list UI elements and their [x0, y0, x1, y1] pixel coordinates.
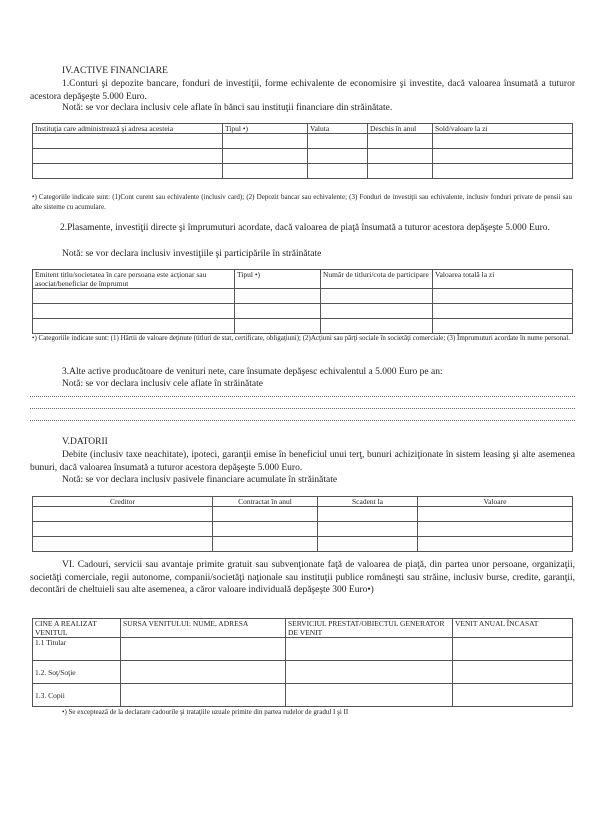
bank-accounts-table — [32, 123, 573, 179]
section4-paragraph2-note: Notă: se vor declara inclusiv investiţiile şi participările în străinătate — [62, 249, 322, 259]
row-label-copii: 1.3. Copii — [33, 684, 121, 707]
section4-paragraph3: 3.Alte active producătoare de venituri nete, care însumate depăşesc echivalentul a 5.000 Euro pe an: — [62, 367, 443, 377]
debts-table — [32, 496, 573, 552]
section-title-active-financiare: IV.ACTIVE FINANCIARE — [62, 66, 168, 76]
column-header: Emitent titlu/societatea în care persoana este acţionar sau asociat/beneficiar de împrumut — [33, 270, 235, 289]
column-header: SURSA VENITULUI: NUME, ADRESA — [121, 619, 286, 638]
section4-paragraph2: 2.Plasamente, investiţii directe şi împrumuturi acordate, dacă valoarea de piaţă însumată a tuturor acestora depăşeşte 5.000 Euro. — [60, 223, 550, 233]
column-header: CINE A REALIZAT VENITUL — [33, 619, 121, 638]
table-header-row — [33, 270, 573, 289]
table-row — [33, 304, 573, 319]
table-row — [33, 661, 573, 684]
table-row — [33, 522, 573, 537]
gifts-table — [32, 618, 573, 707]
column-header: VENIT ANUAL ÎNCASAT — [453, 619, 573, 638]
row-label-sot-sotie: 1.2. Soţ/Soţie — [33, 661, 121, 684]
column-header: Scadent la — [318, 497, 418, 507]
section4-paragraph1-note: Notă: se vor declara inclusiv cele aflate în bănci sau instituţii financiare din străinătate. — [62, 103, 393, 113]
table-header-row — [33, 124, 573, 134]
column-header: Creditor — [33, 497, 213, 507]
table-row — [33, 638, 573, 661]
row-label-titular: 1.1 Titular — [33, 638, 121, 661]
gifts-table-footnote: •) Se exceptează de la declarare cadourile şi trataţiile uzuale primite din partea rudelor de gradul I şi II — [62, 708, 349, 716]
table2-footnote: •) Categoriile indicate sunt: (1) Hârtii de valoare deţinute (titluri de stat, certificate, obligaţiuni); (2)Acţiuni sau părţi sociale în societăţi comerciale; (3) Împrumuturi acordate în nume personal. — [32, 334, 570, 342]
table-row — [33, 149, 573, 164]
table-row — [33, 507, 573, 522]
section5-paragraph-note: Notă: se vor declara inclusiv pasivele financiare acumulate în străinătate — [62, 475, 338, 485]
table-row — [33, 537, 573, 552]
table1-footnote: •) Categoriile indicate sunt: (1)Cont curent sau echivalente (inclusiv card); (2) Depozit bancar sau echivalente; (3) Fonduri de investiţii sau echivalente, inclusiv fonduri private de pensii sau alte sisteme cu acumulare. — [32, 193, 572, 211]
section5-paragraph: Debite (inclusiv taxe neachitate), ipoteci, garanţii emise în beneficiul unui terţ, bunuri achiziţionate în sistem leasing şi alte asemenea bunuri, dacă valoarea însumată a tuturor acestora depăşeşte 5.000 Euro. — [30, 450, 575, 473]
table-header-row — [33, 497, 573, 507]
table-row — [33, 289, 573, 304]
column-header: Tipul •) — [223, 124, 308, 134]
column-header: Sold/valoare la zi — [433, 124, 573, 134]
column-header: Număr de titluri/cota de participare — [321, 270, 433, 289]
section-title-datorii: V.DATORII — [62, 437, 108, 447]
column-header: Valuta — [308, 124, 368, 134]
column-header: Instituţia care administrează şi adresa acesteia — [33, 124, 223, 134]
section4-paragraph1: 1.Conturi şi depozite bancare, fonduri de investiţii, forme echivalente de economisire şi investite, dacă valoarea însumată a tuturor acestora depăşeşte 5.000 Euro. — [30, 79, 575, 102]
fill-line — [30, 396, 575, 397]
table-row — [33, 319, 573, 334]
column-header: Tipul •) — [235, 270, 321, 289]
table-row — [33, 684, 573, 707]
table-header-row — [33, 619, 573, 638]
column-header: Valoarea totală la zi — [433, 270, 573, 289]
column-header: SERVICIUL PRESTAT/OBIECTUL GENERATOR DE VENIT — [286, 619, 453, 638]
section4-paragraph3-note: Notă: se vor declara inclusiv cele aflate în străinătate — [62, 379, 263, 389]
fill-line — [30, 420, 575, 421]
investments-table — [32, 269, 573, 334]
section6-paragraph: VI. Cadouri, servicii sau avantaje primite gratuit sau subvenţionate faţă de valoarea de piaţă, din partea unor persoane, organizaţii, societăţi comerciale, regii autonome, companii/societăţi naţionale sau instituţii publice româneşti sau străine, inclusiv burse, credite, garanţii, decontări de cheltuieli sau alte asemenea, a căror valoare individuală depăşeşte 300 Euro•) — [30, 560, 575, 595]
table-row — [33, 134, 573, 149]
column-header: Contractat în anul — [213, 497, 318, 507]
column-header: Deschis în anul — [368, 124, 433, 134]
table-row — [33, 164, 573, 179]
fill-line — [30, 408, 575, 409]
column-header: Valoare — [418, 497, 573, 507]
